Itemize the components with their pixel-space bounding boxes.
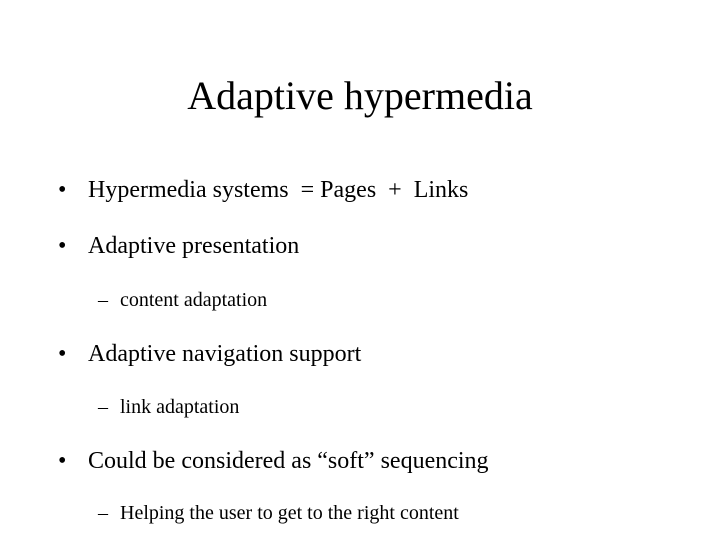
sub-bullet-item [98,287,658,313]
dash-icon: – [98,396,108,418]
slide-title: Adaptive hypermedia [187,73,533,118]
bullet-item [58,446,658,476]
dash-icon: – [98,289,108,311]
dash-icon: – [98,502,108,524]
bullet-icon: • [58,177,67,203]
bullet-icon: • [58,448,67,474]
sub-bullet-text: link adaptation [120,396,240,418]
bullet-item [58,339,658,369]
sub-bullet-item [98,500,658,526]
bullet-text: Could be considered as “soft” sequencing [88,448,489,474]
bullet-icon: • [58,341,67,367]
bullet-text: Hypermedia systems = Pages + Links [88,177,469,203]
bullet-text: Adaptive presentation [88,233,300,259]
sub-bullet-text: Helping the user to get to the right content [120,502,459,524]
sub-bullet-text: content adaptation [120,289,268,311]
bullet-item [58,231,658,261]
bullet-icon: • [58,233,67,259]
bullet-item [58,175,658,205]
sub-bullet-item [98,394,658,420]
bullet-text: Adaptive navigation support [88,341,362,367]
